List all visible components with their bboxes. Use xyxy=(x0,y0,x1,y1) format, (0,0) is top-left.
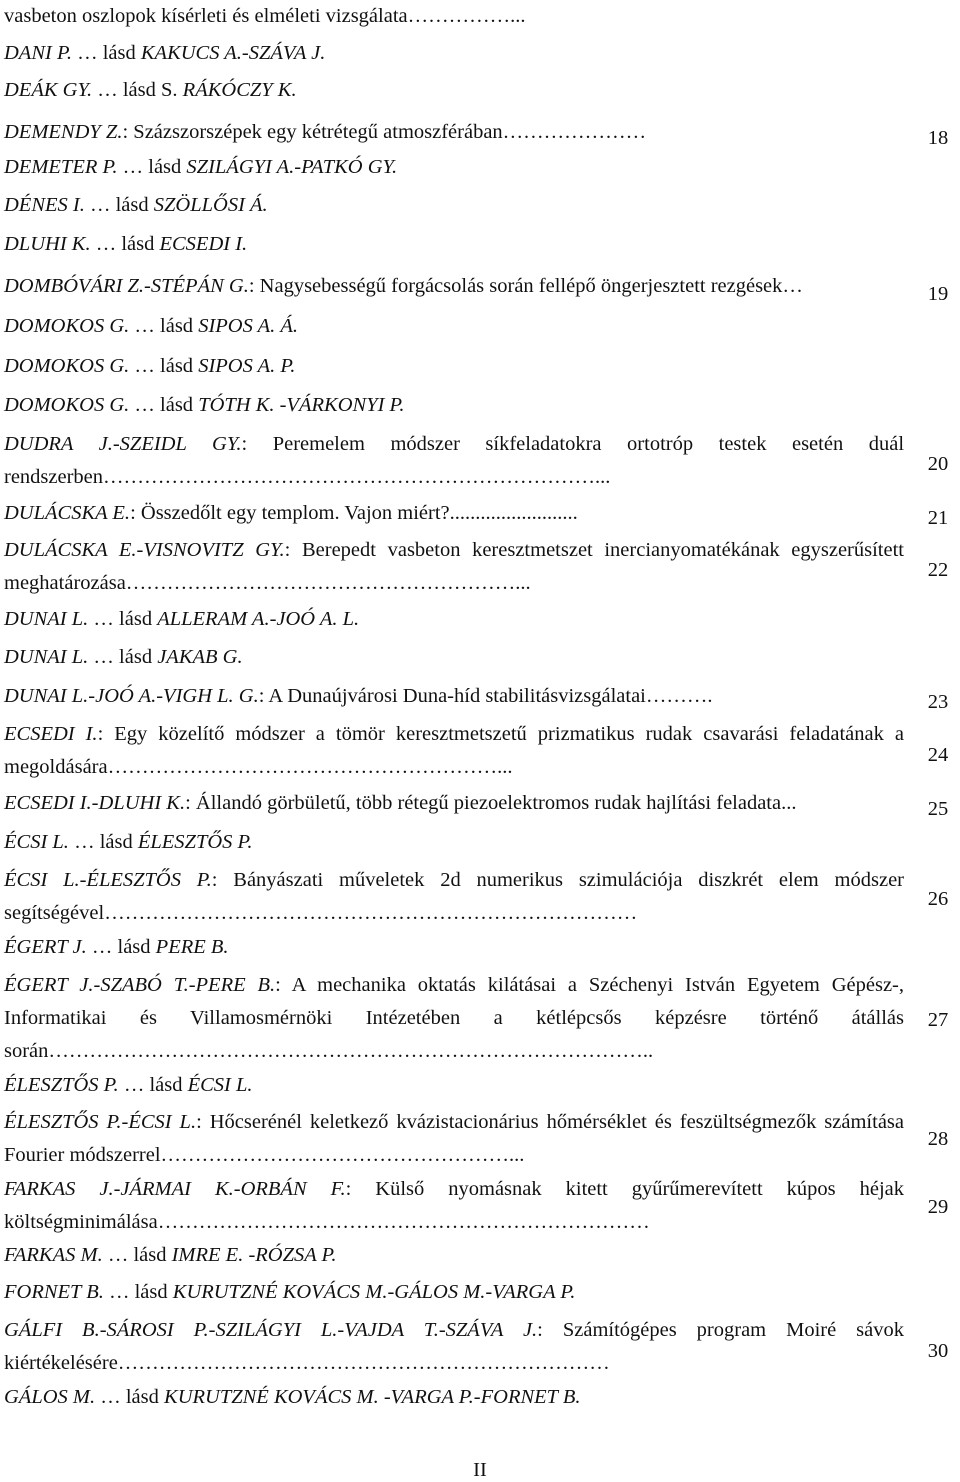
entry-text: : Berepedt vasbeton keresztmetszet inercianyomatékának egyszerűsített meghatározása…………………………………………………... xyxy=(4,539,904,594)
index-entry xyxy=(4,1106,904,1172)
entry-author: DUNAI L. xyxy=(4,608,89,630)
entry-text: vasbeton oszlopok kísérleti és elméleti vizsgálata……………... xyxy=(4,5,526,27)
entry-text: … lásd xyxy=(118,1074,188,1096)
entry-ref: ÉCSI L. xyxy=(187,1074,253,1096)
page-number: 29 xyxy=(927,1196,949,1218)
index-entry xyxy=(4,428,904,494)
entry-text: … lásd xyxy=(102,1244,172,1266)
entry-author: ECSEDI I. xyxy=(4,723,98,745)
entry-text: : Peremelem módszer síkfeladatokra ortotróp testek esetén duál rendszerben………………………………………………………………... xyxy=(4,433,905,488)
entry-author: ÉGERT J. xyxy=(4,936,87,958)
entry-author: ÉLESZTŐS P.-ÉCSI L. xyxy=(4,1111,197,1133)
index-entry xyxy=(4,0,904,33)
entry-author: DOMBÓVÁRI Z.-STÉPÁN G. xyxy=(4,275,249,297)
entry-ref: SZÖLLŐSI Á. xyxy=(153,194,268,216)
entry-author: DEÁK GY. xyxy=(4,79,93,101)
entry-text: : A mechanika oktatás kilátásai a Széchenyi István Egyetem Gépész-, Informatikai és Villamosmérnöki Intézetében a kétlépcsős képzésre történő átállás során…………………………………………………………………………….. xyxy=(4,974,904,1062)
entry-author: DUDRA J.-SZEIDL GY. xyxy=(4,433,242,455)
page-number: 22 xyxy=(927,559,949,581)
entry-text: … lásd xyxy=(95,1386,165,1408)
index-entry xyxy=(4,270,904,303)
entry-text: : Hőcserénél keletkező kvázistacionárius hőmérséklet és feszültségmezők számítása Fourier módszerrel……………………………………………... xyxy=(4,1111,904,1166)
page-number: 23 xyxy=(927,691,949,713)
page-number: 21 xyxy=(927,507,949,529)
index-entry xyxy=(4,497,904,530)
page-number: 28 xyxy=(927,1128,949,1150)
entry-text: … lásd xyxy=(103,1281,173,1303)
entry-author: DULÁCSKA E. xyxy=(4,502,131,524)
index-entry xyxy=(4,931,904,964)
entry-ref: RÁKÓCZY K. xyxy=(182,79,297,101)
index-entry xyxy=(4,1276,904,1309)
entry-author: DLUHI K. xyxy=(4,233,91,255)
page-number: 19 xyxy=(927,283,949,305)
entry-ref: IMRE E. -RÓZSA P. xyxy=(171,1244,337,1266)
index-entry xyxy=(4,37,904,70)
page-number: 20 xyxy=(927,453,949,475)
entry-author: ÉCSI L.-ÉLESZTŐS P. xyxy=(4,869,212,891)
index-entry xyxy=(4,1173,904,1239)
entry-text: : Bányászati műveletek 2d numerikus szimulációja diszkrét elem módszer segítségével…………………………………………………………………… xyxy=(4,869,904,924)
entry-ref: SZILÁGYI A.-PATKÓ GY. xyxy=(186,156,398,178)
page-number: 26 xyxy=(927,888,949,910)
index-entry xyxy=(4,189,904,222)
page-number: 30 xyxy=(927,1340,949,1362)
entry-text: … lásd xyxy=(84,194,154,216)
entry-author: DANI P. xyxy=(4,42,72,64)
page-number: 18 xyxy=(927,127,949,149)
entry-author: GÁLOS M. xyxy=(4,1386,96,1408)
entry-author: ÉLESZTŐS P. xyxy=(4,1074,119,1096)
index-entry xyxy=(4,641,904,674)
entry-author: DULÁCSKA E.-VISNOVITZ GY. xyxy=(4,539,285,561)
entry-text: : Számítógépes program Moiré sávok kiértékelésére……………………………………………………………… xyxy=(4,1319,904,1374)
entry-text: … lásd xyxy=(86,936,156,958)
entry-ref: KURUTZNÉ KOVÁCS M.-GÁLOS M.-VARGA P. xyxy=(172,1281,576,1303)
entry-text: … lásd xyxy=(90,233,160,255)
index-entry xyxy=(4,603,904,636)
entry-text: … lásd xyxy=(71,42,141,64)
entry-text: : Egy közelítő módszer a tömör keresztmetszetű prizmatikus rudak csavarási feladatának a megoldására…………………………………………………... xyxy=(4,723,904,778)
entry-text: : Százszorszépek egy kétrétegű atmoszférában………………… xyxy=(122,121,647,143)
entry-ref: ECSEDI I. xyxy=(159,233,248,255)
entry-text: : Nagysebességű forgácsolás során fellépő öngerjesztett rezgések… xyxy=(248,275,803,297)
entry-ref: JAKAB G. xyxy=(157,646,243,668)
index-entry xyxy=(4,389,904,422)
entry-author: ECSEDI I.-DLUHI K. xyxy=(4,792,186,814)
page-number: 27 xyxy=(927,1009,949,1031)
index-entry xyxy=(4,1239,904,1272)
page-footer-number: II xyxy=(473,1459,487,1481)
entry-author: DEMENDY Z. xyxy=(4,121,123,143)
entry-author: DOMOKOS G. xyxy=(4,355,130,377)
entry-ref: SIPOS A. P. xyxy=(198,355,296,377)
index-entry xyxy=(4,1314,904,1380)
entry-author: ÉGERT J.-SZABÓ T.-PERE B. xyxy=(4,974,276,996)
entry-text: … lásd xyxy=(68,831,138,853)
entry-ref: ALLERAM A.-JOÓ A. L. xyxy=(157,608,360,630)
entry-text: : Állandó görbületű, több rétegű piezoelektromos rudak hajlítási feladata... xyxy=(185,792,797,814)
entry-author: DÉNES I. xyxy=(4,194,85,216)
entry-ref: KURUTZNÉ KOVÁCS M. -VARGA P.-FORNET B. xyxy=(164,1386,581,1408)
entry-text: : Külső nyomásnak kitett gyűrűmerevített kúpos héjak költségminimálása……………………………………………………………… xyxy=(4,1178,904,1233)
index-entry xyxy=(4,534,904,600)
index-entry xyxy=(4,826,904,859)
entry-author: DUNAI L. xyxy=(4,646,89,668)
entry-ref: KAKUCS A.-SZÁVA J. xyxy=(140,42,326,64)
entry-author: DOMOKOS G. xyxy=(4,315,130,337)
entry-ref: ÉLESZTŐS P. xyxy=(137,831,253,853)
entry-text: … lásd xyxy=(117,156,187,178)
entry-author: FORNET B. xyxy=(4,1281,104,1303)
entry-author: DEMETER P. xyxy=(4,156,118,178)
entry-ref: SIPOS A. Á. xyxy=(198,315,299,337)
index-entry xyxy=(4,1381,904,1414)
entry-text: … lásd xyxy=(129,315,199,337)
index-entry xyxy=(4,864,904,930)
index-entry xyxy=(4,718,904,784)
entry-author: DOMOKOS G. xyxy=(4,394,130,416)
entry-text: : A Dunaújvárosi Duna-híd stabilitásvizsgálatai………. xyxy=(258,685,713,707)
entry-text: … lásd xyxy=(88,608,158,630)
index-entry xyxy=(4,350,904,383)
entry-ref: TÓTH K. -VÁRKONYI P. xyxy=(198,394,405,416)
index-entry xyxy=(4,680,904,713)
entry-author: FARKAS M. xyxy=(4,1244,103,1266)
entry-author: ÉCSI L. xyxy=(4,831,69,853)
entry-text: … lásd xyxy=(88,646,158,668)
index-entry xyxy=(4,116,904,149)
entry-text: … lásd xyxy=(129,355,199,377)
entry-author: DUNAI L.-JOÓ A.-VIGH L. G. xyxy=(4,685,259,707)
index-entry xyxy=(4,787,904,820)
entry-text: … lásd xyxy=(129,394,199,416)
index-entry xyxy=(4,310,904,343)
index-entry xyxy=(4,1069,904,1102)
index-entry xyxy=(4,969,904,1068)
page-number: 24 xyxy=(927,744,949,766)
index-entry xyxy=(4,151,904,184)
entry-author: GÁLFI B.-SÁROSI P.-SZILÁGYI L.-VAJDA T.-SZÁVA J. xyxy=(4,1319,538,1341)
entry-author: FARKAS J.-JÁRMAI K.-ORBÁN F. xyxy=(4,1178,346,1200)
page-number: 25 xyxy=(927,798,949,820)
entry-text: : Összedőlt egy templom. Vajon miért?......................... xyxy=(130,502,578,524)
entry-text: … lásd S. xyxy=(92,79,183,101)
index-entry xyxy=(4,228,904,261)
index-entry xyxy=(4,74,904,107)
entry-ref: PERE B. xyxy=(155,936,229,958)
